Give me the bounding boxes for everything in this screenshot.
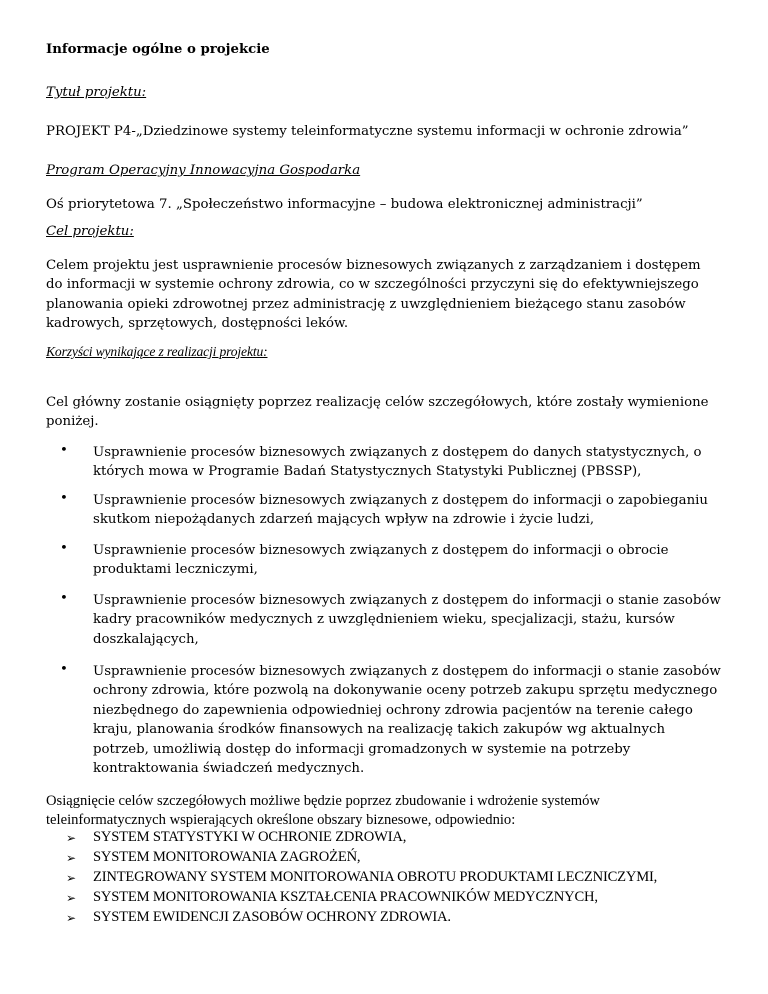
arrow-bullet-icon: ➢ bbox=[66, 831, 77, 845]
main-goal-paragraph: Cel główny zostanie osiągnięty poprzez realizację celów szczegółowych, które zostały wymienione poniżej. bbox=[46, 395, 709, 430]
list-item-text: SYSTEM STATYSTYKI W OCHRONIE ZDROWIA, bbox=[93, 829, 407, 845]
list-item-text: Usprawnienie procesów biznesowych związanych z dostępem do informacji o obrocie produktami leczniczymi, bbox=[93, 543, 669, 578]
list-item-text: SYSTEM EWIDENCJI ZASOBÓW OCHRONY ZDROWIA. bbox=[93, 909, 451, 925]
bullet-marker: • bbox=[60, 591, 68, 606]
list-item-text: Usprawnienie procesów biznesowych związanych z dostępem do informacji o stanie zasobów kadry pracowników medycznych z uwzględnieniem wieku, specjalizacji, stażu, kursów doszkalających, bbox=[93, 593, 721, 647]
list-item-text: SYSTEM MONITOROWANIA KSZTAŁCENIA PRACOWNIKÓW MEDYCZNYCH, bbox=[93, 889, 598, 905]
list-item-text: Usprawnienie procesów biznesowych związanych z dostępem do informacji o zapobieganiu skutkom niepożądanych zdarzeń mających wpływ na zdrowie i życie ludzi, bbox=[93, 493, 708, 528]
summary-paragraph: Osiągnięcie celów szczegółowych możliwe będzie poprzez zbudowanie i wdrożenie systemów teleinformatycznych wspierających określone obszary biznesowe, odpowiednio: bbox=[46, 793, 600, 828]
goal-label: Cel projektu: bbox=[46, 224, 134, 239]
benefits-label: Korzyści wynikające z realizacji projektu: bbox=[46, 344, 268, 359]
list-item-text: Usprawnienie procesów biznesowych związanych z dostępem do informacji o stanie zasobów ochrony zdrowia, które pozwolą na dokonywanie oceny potrzeb zakupu sprzętu medycznego niezbędnego do zapewnienia odpowiedniej ochrony zdrowia pacjentów na terenie całego kraju, planowania środków finansowych na realizację takich zakupów wg aktualnych potrzeb, umożliwią dostęp do informacji gromadzonych w systemie na potrzeby kontraktowania świadczeń medycznych. bbox=[93, 664, 721, 777]
bullet-marker: • bbox=[60, 443, 68, 458]
arrow-bullet-icon: ➢ bbox=[66, 891, 77, 905]
title-label: Tytuł projektu: bbox=[46, 85, 147, 100]
project-title: PROJEKT P4-„Dziedzinowe systemy teleinformatyczne systemu informacji w ochronie zdrowia” bbox=[46, 124, 689, 139]
priority-axis-text: Oś priorytetowa 7. „Społeczeństwo informacyjne – budowa elektronicznej administracji” bbox=[46, 197, 643, 212]
arrow-bullet-icon: ➢ bbox=[66, 911, 77, 925]
document-heading: Informacje ogólne o projekcie bbox=[46, 42, 270, 57]
bullet-marker: • bbox=[60, 662, 68, 677]
arrow-bullet-icon: ➢ bbox=[66, 851, 77, 865]
bullet-marker: • bbox=[60, 541, 68, 556]
program-label: Program Operacyjny Innowacyjna Gospodarka bbox=[46, 163, 361, 178]
list-item-text: ZINTEGROWANY SYSTEM MONITOROWANIA OBROTU PRODUKTAMI LECZNICZYMI, bbox=[93, 869, 658, 885]
arrow-bullet-icon: ➢ bbox=[66, 871, 77, 885]
list-item-text: SYSTEM MONITOROWANIA ZAGROŻEŃ, bbox=[93, 849, 361, 865]
bullet-marker: • bbox=[60, 491, 68, 506]
list-item-text: Usprawnienie procesów biznesowych związanych z dostępem do danych statystycznych, o których mowa w Programie Badań Statystycznych Statystyki Publicznej (PBSSP), bbox=[93, 445, 702, 480]
goal-paragraph: Celem projektu jest usprawnienie procesów biznesowych związanych z zarządzaniem i dostępem do informacji w systemie ochrony zdrowia, co w szczególności przyczyni się do efektywniejszego planowania opieki zdrowotnej przez administrację z uwzględnieniem bieżącego stanu zasobów kadrowych, sprzętowych, dostępności leków. bbox=[46, 258, 701, 332]
